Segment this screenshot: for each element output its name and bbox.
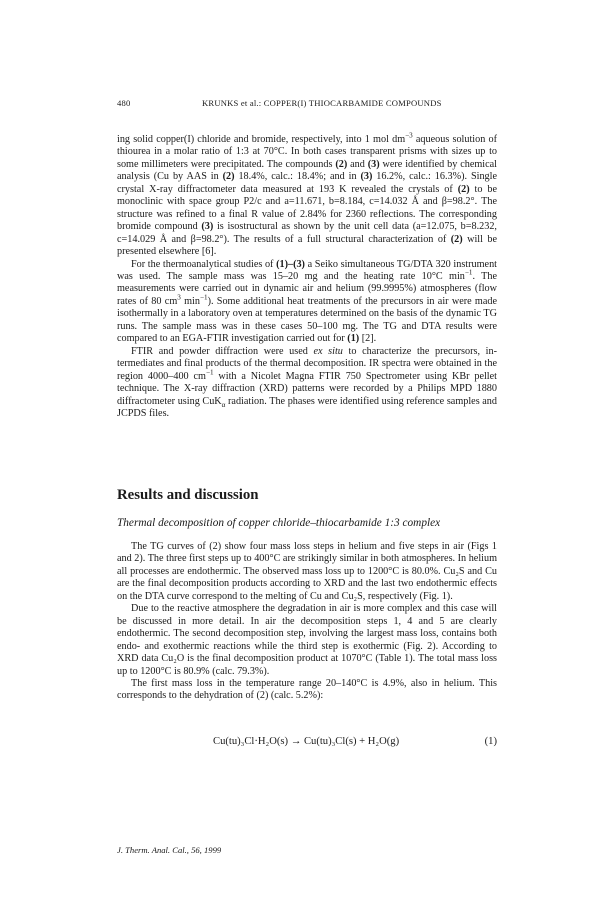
superscript: −3 (405, 131, 413, 140)
text-run: were identified by chemical analysis (Cu by AAS in (117, 158, 497, 183)
superscript: 3 (177, 293, 181, 302)
subsection-heading: Thermal decomposition of copper chloride–thiocarbamide 1:3 complex (117, 517, 441, 529)
equation-text: Cu(tu)₃Cl·H₂O(s) → Cu(tu)₃Cl(s) + H₂O(g) (213, 736, 400, 747)
text-run: with a Nicolet Magna FTIR 750 Spectrometer using KBr pellet technique. The X-ray diffraction (XRD) patterns were recorded by a Philips MPD 1880 diffractometer using CuK (117, 370, 497, 407)
paragraph-6: The first mass loss in the temperature range 20–140°C is 4.9%, also in helium. This corresponds to the dehydration of (2) (calc. 5.2%): (117, 677, 497, 702)
paragraph-5: Due to the reactive atmosphere the degradation in air is more complex and this case will be discussed in more detail. In air the decomposition steps 1, 4 and 5 are clearly endothermic. The second decomposition step, involving the largest mass loss, contains both endo- and exothermic reactions while the third step is exothermic (Fig. 2). According to XRD data Cu₂O is the final decomposition product at 1070°C (Table 1). The total mass loss up to 1200°C is 80.9% (calc. 79.3%). (117, 603, 497, 677)
compound-ref: (3) (201, 221, 214, 233)
paragraph-3 (117, 346, 497, 421)
text-run: . The measurements were carried out in dynamic air and helium (99.9995%) atmospheres (flow rates of 80 cm (117, 270, 497, 307)
subscript: α (221, 400, 226, 409)
journal-footer: J. Therm. Anal. Cal., 56, 1999 (117, 845, 222, 855)
text-run: For the thermoanalytical studies of (131, 258, 277, 270)
text-run: ing solid copper(I) chloride and bromide, respectively, into 1 mol dm (117, 134, 406, 145)
text-run: to characterize the precursors, intermediates and final products of the thermal decomposition. IR spectra were obtained in the region 4000–400 cm (117, 345, 497, 382)
running-title: KRUNKS et al.: COPPER(I) THIOCARBAMIDE COMPOUNDS (202, 98, 442, 108)
compound-ref: (2) (457, 183, 470, 195)
results-text (117, 541, 497, 703)
text-run: FTIR and powder diffraction were used (131, 345, 314, 357)
text-run: [2]. (359, 333, 377, 345)
compound-ref: (2) (450, 233, 463, 245)
text-run: min (180, 295, 200, 307)
paragraph-1 (117, 131, 497, 259)
superscript: −1 (205, 368, 214, 377)
page-number: 480 (117, 98, 131, 108)
text-run: will be presented elsewhere [6]. (117, 233, 497, 258)
equation-number: (1) (484, 736, 497, 747)
compound-ref: (2) (335, 158, 348, 170)
intro-text (117, 131, 497, 420)
italic-term: ex situ (313, 345, 343, 357)
text-run: ). Some additional heat treatments of the precursors in air were made isothermally in a laboratory oven at temperatures determined on the basis of the dynamic TG runs. The sample mass was in these cases 50–100 mg. The TG and DTA results were compared to an EGA-FTIR investigation carried out for (117, 295, 497, 345)
compound-ref: (3) (360, 171, 373, 183)
compound-ref: (1)–(3) (276, 258, 305, 270)
text-run: aqueous solution of thiourea in a molar ratio of 1:3 at 70°C. In both cases transparent prisms with sizes up to some millimeters were precipitated. The compounds (117, 134, 497, 170)
text-run: 18.4%, calc.: 18.4%; and in (234, 171, 361, 183)
text-run: radiation. The phases were identified using reference samples and JCPDS files. (117, 395, 497, 419)
section-heading: Results and discussion (117, 487, 259, 503)
text-run: is isostructural as shown by the unit cell data (a=12.075, b=8.232, c=14.029 Å and β=98.2°). The results of a full structural characterization of (117, 221, 497, 245)
text-run: and (347, 158, 368, 170)
text-run: to be monoclinic with space group P2/c and a=11.671, b=8.184, c=14.032 Å and β=98.2°. The structure was refined to a final R value of 2.84% for 2360 reflections. The corresponding bromide compound (117, 183, 497, 233)
text-run: a Seiko simultaneous TG/DTA 320 instrument was used. The sample mass was 15–20 mg and the heating rate 10°C min (117, 258, 497, 282)
superscript: −1 (199, 293, 208, 302)
paragraph-2 (117, 259, 497, 346)
text-run: 16.2%, calc.: 16.3%). Single crystal X-ray diffractometer data measured at 193 K revealed the crystals of (117, 171, 497, 195)
compound-ref: (3) (367, 158, 380, 170)
compound-ref: (1) (347, 333, 360, 345)
compound-ref: (2) (222, 171, 235, 183)
paragraph-4: The TG curves of (2) show four mass loss steps in helium and five steps in air (Figs 1 and 2). The three first steps up to 400°C are strikingly similar in both atmospheres. In helium all processes are endothermic. The observed mass loss up to 1200°C is 80.0%. Cu₂S and Cu are the final decomposition products according to XRD and the last two endothermic effects on the DTA curve correspond to the melting of Cu and Cu₂S, respectively (Fig. 1). (117, 541, 497, 602)
superscript: −1 (464, 268, 473, 277)
